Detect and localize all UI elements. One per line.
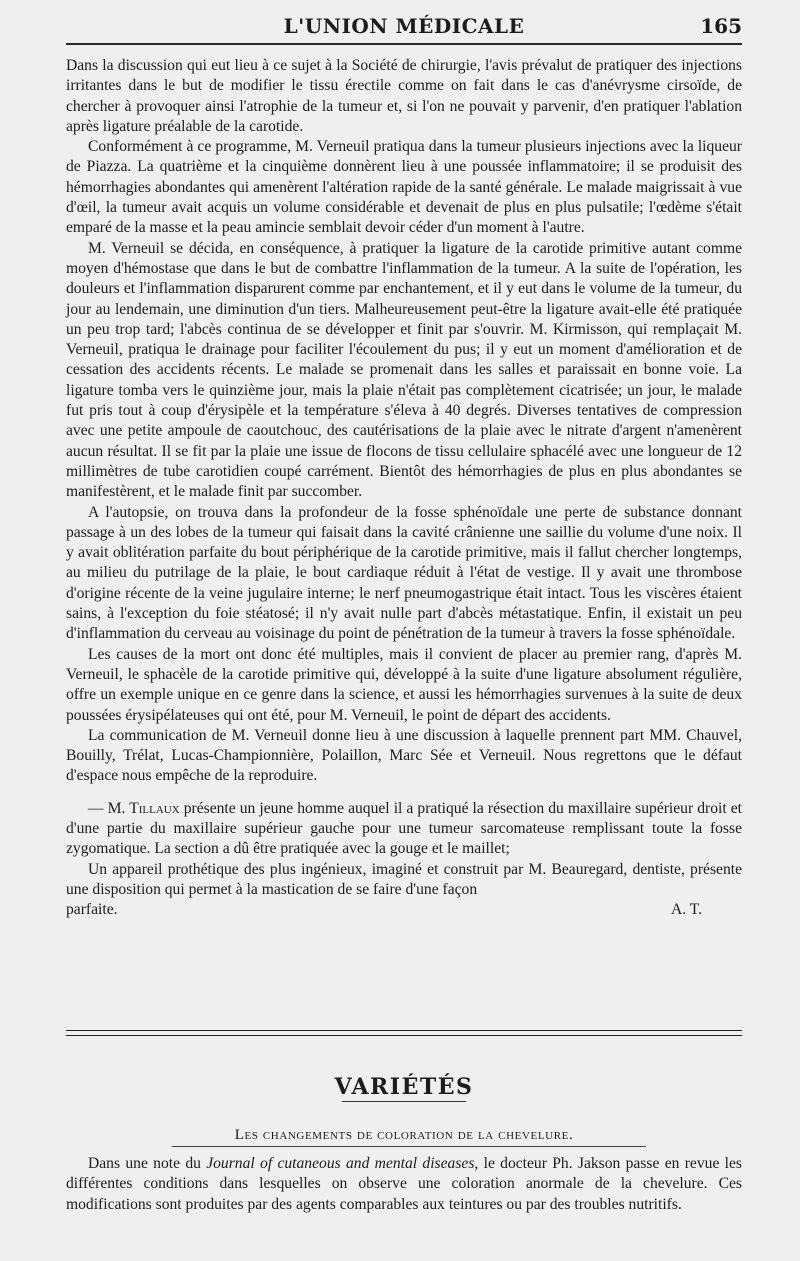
subheading-underline — [172, 1146, 646, 1147]
section-divider — [66, 1030, 742, 1036]
author-signature: A. T. — [670, 901, 702, 919]
paragraph-discussion: Dans la discussion qui eut lieu à ce sujet à la Société de chirurgie, l'avis prévalut de pratiquer des injections irritantes dans le but de modifier le tissu érectile comme on fait dans le cas d'anévrysme cirsoïde, de chercher à provoquer ainsi l'atrophie de la tumeur et, si l'on ne pouvait y parvenir, d'en pratiquer l'ablation après ligature préalable de la carotide. — [66, 57, 742, 135]
article-subheading: Les changements de coloration de la chevelure. — [234, 1127, 574, 1143]
page-number: 165 — [700, 14, 742, 38]
paragraph-autopsy: A l'autopsie, on trouva dans la profondeur de la fosse sphénoïdale une perte de substance donnant passage à un des lobes de la tumeur qui faisait dans la cavité crânienne une saillie du volume d'une noix. Il y avait oblitération parfaite du bout périphérique de la carotide primitive, mais il fallut chercher longtemps, au milieu du putrilage de la plaie, le bout cardiaque réduit à l'état de vestige. Il y avait une thrombose d'origine récente de la veine jugulaire interne; le nerf pneumogastrique était intact. Tous les viscères étaient sains, à l'exception du foie stéatosé; il n'y avait nulle part d'abcès métastatique. Enfin, il existait un peu d'inflammation du cerveau au voisinage du point de pénétration de la tumeur à travers la fosse sphénoïdale. — [66, 503, 742, 643]
page-header — [66, 14, 742, 44]
paragraph-prosthesis: Un appareil prothétique des plus ingénieux, imaginé et construit par M. Beauregard, dentiste, présente une disposition qui permet à la mastication de se faire d'une façon — [66, 860, 742, 898]
header-rule — [66, 43, 742, 45]
paragraph-communication: La communication de M. Verneuil donne lieu à une discussion à laquelle prennent part MM. Chauvel, Bouilly, Trélat, Lucas-Championnière, Polaillon, Marc Sée et Verneuil. Nous regrettons que le défaut d'espace nous empêche de la reproduire. — [66, 726, 742, 785]
section-title-underline — [342, 1101, 466, 1102]
paragraph-causes: Les causes de la mort ont donc été multiples, mais il convient de placer au premier rang, d'après M. Verneuil, le sphacèle de la carotide primitive qui, développé à la suite d'une ligature absolument régulière, offre un exemple unique en ce genre dans la science, et aussi les hémorrhagies survenues à la suite de deux poussées érysipélateuses qui ont été, pour M. Verneuil, le point de départ des accidents. — [66, 645, 742, 724]
varietes-body — [66, 1154, 742, 1215]
paragraph-injections: Conformément à ce programme, M. Verneuil pratiqua dans la tumeur plusieurs injections avec la liqueur de Piazza. La quatrième et la cinquième donnèrent lieu à une poussée inflammatoire; il se produisit des hémorrhagies abondantes qui amenèrent l'altération rapide de la santé générale. Le malade maigrissait à vue d'œil, la tumeur avait acquis un volume considérable et devenait de plus en plus pulsatile; l'œdème s'était emparé de la masse et la peau amincie semblait devoir céder d'un moment à l'autre. — [66, 138, 742, 237]
paragraph-ligature: M. Verneuil se décida, en conséquence, à pratiquer la ligature de la carotide primitive autant comme moyen d'hémostase que dans le but de combattre l'inflammation de la tumeur. A la suite de l'opération, les douleurs et l'inflammation disparurent comme par enchantement, et il y eut dans le volume de la tumeur, du jour au lendemain, une diminution d'un tiers. Malheureusement peut-être la ligature avait-elle été pratiquée un peu trop tard; l'abcès continua de se développer et finit par s'ouvrir. M. Kirmisson, qui remplaçait M. Verneuil, pratiqua le drainage pour faciliter l'écoulement du pus; il y eut un moment d'amélioration et de cessation des accidents récents. Le malade se promenait dans les salles et paraissait en bonne voie. La ligature tomba vers le quinzième jour, mais la plaie n'était pas complètement cicatrisée; un jour, le malade fut pris tout à coup d'érysipèle et la température s'éleva à 40 degrés. Diverses tentatives de compression avec une petite ampoule de caoutchouc, des cautérisations de la plaie avec le nitrate d'argent n'amenèrent aucun résultat. Il se fit par la plaie une issue de flocons de tissu cellulaire sphacélé avec une longueur de 12 millimètres de tube carotidien coupé carrément. Bientôt des hémorrhagies de plus en plus abondantes se manifestèrent, et le malade finit par succomber. — [66, 239, 742, 501]
article-body — [66, 56, 742, 920]
speaker-name: — M. Tillaux — [88, 799, 180, 817]
closing-word: parfaite. — [66, 901, 118, 919]
paragraph-chevelure — [66, 1154, 742, 1215]
paragraph-tillaux — [66, 799, 742, 860]
closing-line — [66, 900, 742, 920]
running-title: L'UNION MÉDICALE — [283, 14, 525, 38]
journal-title: Journal of cutaneous and mental diseases — [206, 1155, 475, 1172]
paragraph-chevelure-start: Dans une note du — [88, 1155, 207, 1172]
paragraph-tillaux-text: présente un jeune homme auquel il a pratiqué la résection du maxillaire supérieur droit et d'une partie du maxillaire supérieur gauche pour une tumeur sarcomateuse remplissant toute la fosse zygomatique. La section a dû être pratiquée avec la gouge et le maillet; — [66, 799, 743, 858]
section-title: VARIÉTÉS — [334, 1074, 474, 1100]
paragraph-chevelure-end: , le docteur Ph. Jakson passe en revue les différentes conditions dans lesquelles on observe une coloration anormale de la chevelure. Ces modifications sont produites par des agents comparables aux teintures ou par des troubles nutritifs. — [66, 1155, 742, 1213]
